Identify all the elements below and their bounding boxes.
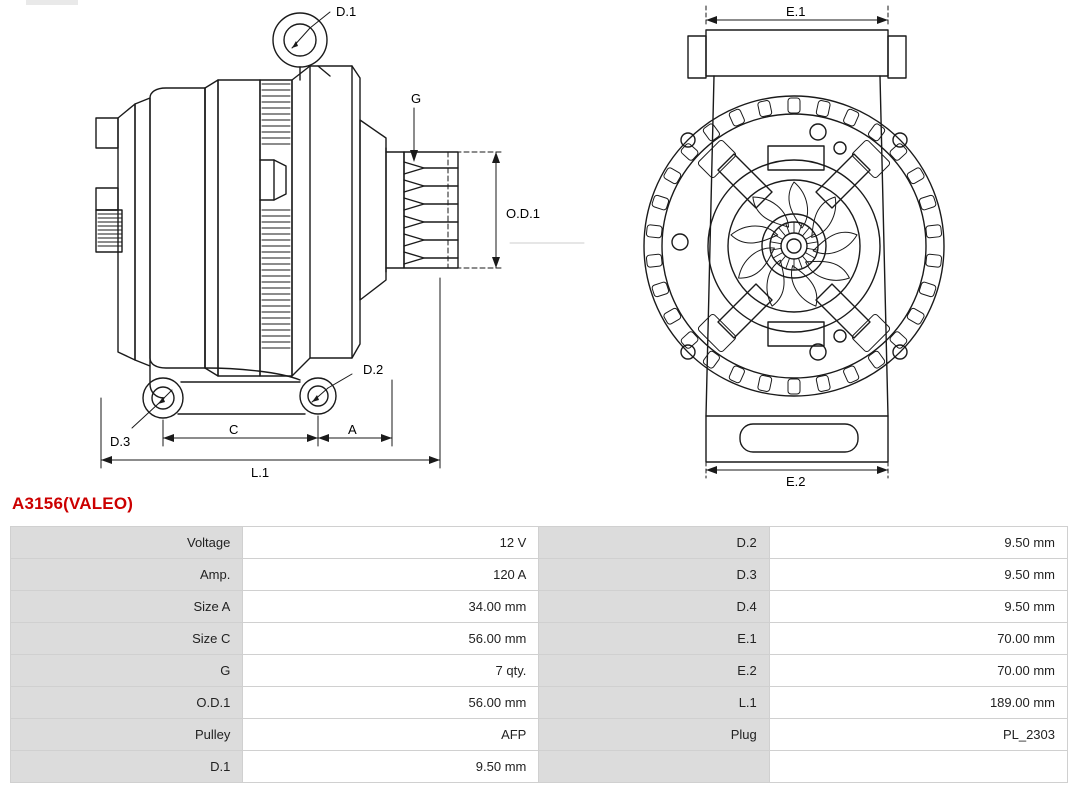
spec-value: 9.50 mm (769, 591, 1067, 623)
table-row (11, 559, 1068, 591)
spec-value: 56.00 mm (243, 687, 539, 719)
spec-label: D.3 (539, 559, 769, 591)
spec-label: Size C (11, 623, 243, 655)
spec-value: 7 qty. (243, 655, 539, 687)
spec-label: D.2 (539, 527, 769, 559)
label-d3: D.3 (110, 434, 131, 449)
spec-value: 70.00 mm (769, 623, 1067, 655)
spec-value: 9.50 mm (769, 559, 1067, 591)
label-l1: L.1 (251, 465, 270, 480)
table-row (11, 687, 1068, 719)
table-row (11, 655, 1068, 687)
spec-value: 9.50 mm (769, 527, 1067, 559)
table-row (11, 591, 1068, 623)
spec-label: Voltage (11, 527, 243, 559)
spec-label: D.1 (11, 751, 243, 783)
spec-label-empty (539, 751, 769, 783)
label-d2: D.2 (363, 362, 384, 377)
label-c: C (229, 422, 239, 437)
spec-label: Amp. (11, 559, 243, 591)
spec-label: D.4 (539, 591, 769, 623)
spec-value: 9.50 mm (243, 751, 539, 783)
spec-value: 34.00 mm (243, 591, 539, 623)
label-a: A (348, 422, 357, 437)
label-e1: E.1 (786, 4, 806, 19)
table-row (11, 623, 1068, 655)
spec-label: L.1 (539, 687, 769, 719)
spec-value: 12 V (243, 527, 539, 559)
spec-value: AFP (243, 719, 539, 751)
spec-label: E.1 (539, 623, 769, 655)
table-row (11, 527, 1068, 559)
spec-label: G (11, 655, 243, 687)
label-e2: E.2 (786, 474, 806, 489)
specifications-table (10, 526, 1068, 783)
spec-label: O.D.1 (11, 687, 243, 719)
spec-label: Pulley (11, 719, 243, 751)
table-row (11, 719, 1068, 751)
table-row (11, 751, 1068, 783)
spec-label: Size A (11, 591, 243, 623)
spec-value-empty (769, 751, 1067, 783)
spec-label: E.2 (539, 655, 769, 687)
label-g: G (411, 91, 422, 106)
spec-value: 70.00 mm (769, 655, 1067, 687)
spec-label: Plug (539, 719, 769, 751)
page-title: A3156(VALEO) (12, 494, 134, 513)
label-od1: O.D.1 (506, 206, 540, 221)
spec-value: 189.00 mm (769, 687, 1067, 719)
spec-value: 56.00 mm (243, 623, 539, 655)
spec-value: PL_2303 (769, 719, 1067, 751)
spec-value: 120 A (243, 559, 539, 591)
label-d1: D.1 (336, 4, 357, 19)
